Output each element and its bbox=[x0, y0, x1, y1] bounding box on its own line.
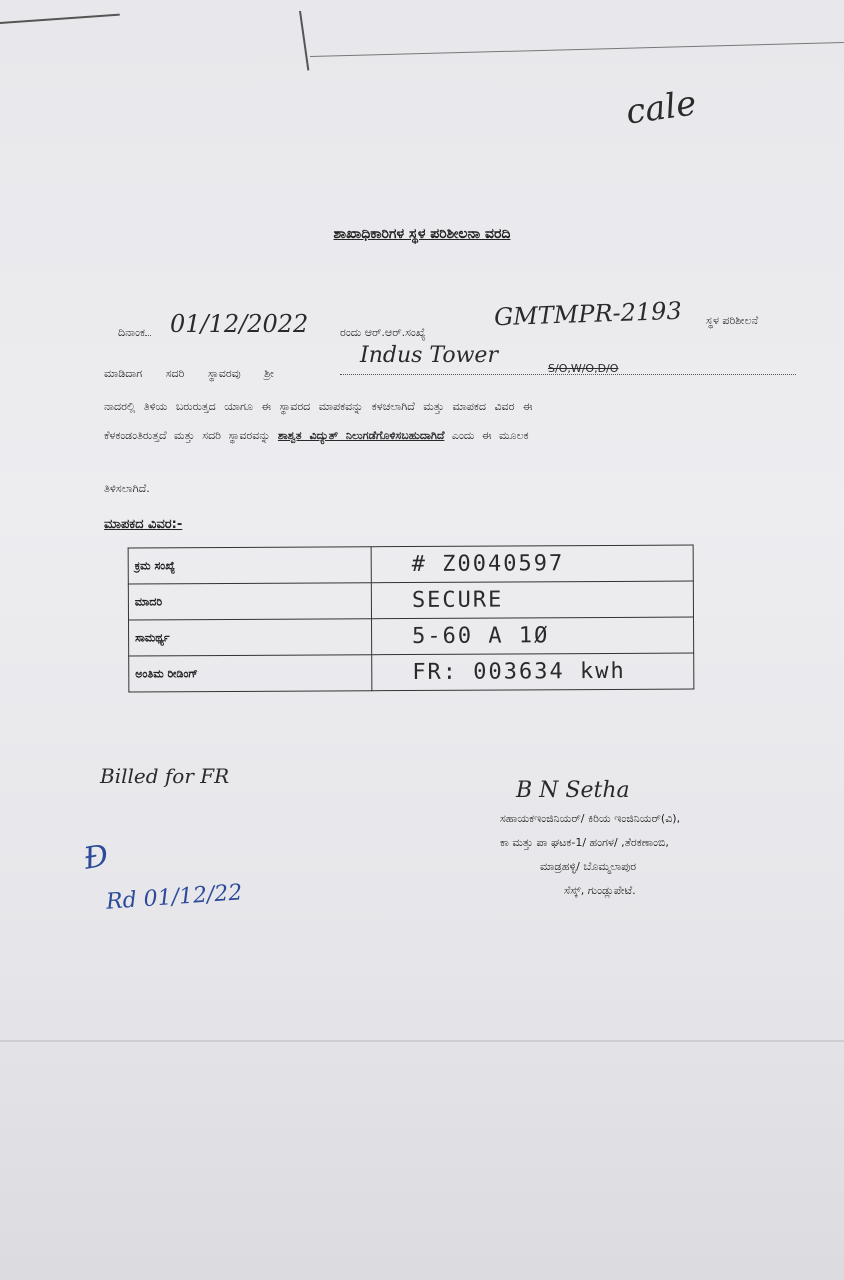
line-4-prefix: ಕೆಳಕಂಡಂತಿರುತ್ತದೆ ಮತ್ತು ಸದರಿ ಸ್ಥಾವರವನ್ನು bbox=[104, 429, 271, 442]
handwritten-note: cale bbox=[623, 83, 699, 133]
capacity-label: ಸಾಮರ್ಥ್ಯ bbox=[129, 619, 372, 656]
meter-details-table bbox=[128, 545, 695, 693]
fold-line bbox=[299, 11, 309, 71]
paper-crease bbox=[0, 1040, 844, 1042]
meter-heading: ಮಾಪಕದ ವಿವರ:- bbox=[104, 517, 183, 532]
serial-number-value: # Z0040597 bbox=[371, 545, 693, 583]
capacity-value: 5-60 A 1Ø bbox=[372, 617, 694, 655]
relation-label: S/O,W/O,D/O bbox=[548, 362, 619, 375]
table-row bbox=[128, 545, 693, 584]
owner-name-value: Indus Tower bbox=[360, 343, 498, 368]
inspection-label: ಸ್ಥಳ ಪರಿಶೀಲನೆ bbox=[706, 314, 759, 327]
table-row bbox=[128, 581, 693, 620]
final-reading-label: ಅಂತಿಮ ರೀಡಿಂಗ್ bbox=[129, 655, 372, 692]
final-reading-value: FR: 003634 kwh bbox=[372, 653, 694, 691]
date-value: 01/12/2022 bbox=[170, 310, 309, 338]
top-line bbox=[310, 42, 844, 57]
table-row bbox=[129, 617, 694, 656]
line-2-text: ಮಾಡಿದಾಗ ಸದರಿ ಸ್ಥಾವರವು ಶ್ರೀ bbox=[104, 367, 274, 380]
table-row bbox=[129, 653, 694, 692]
designation-line-2: ಕಾ ಮತ್ತು ಪಾ ಘಟಕ-1/ ಹಂಗಳ/ ,ತೆರಕಣಾಂಬಿ, bbox=[500, 836, 669, 849]
designation-line-4: ಸೆಸ್ಕ್, ಗುಂಡ್ಲುಪೇಟೆ. bbox=[564, 884, 636, 897]
page-title: ಶಾಖಾಧಿಕಾರಿಗಳ ಸ್ಥಳ ಪರಿಶೀಲನಾ ವರದಿ bbox=[333, 226, 511, 242]
model-label: ಮಾದರಿ bbox=[128, 583, 371, 620]
owner-dotted-line bbox=[340, 374, 796, 375]
billed-note: Billed for FR bbox=[100, 764, 230, 788]
designation-line-3: ಮಾಡ್ರಹಳ್ಳಿ/ ಬೊಮ್ಮಲಾಪುರ bbox=[540, 860, 637, 873]
designation-line-1: ಸಹಾಯಕಇಂಜಿನಿಯರ್/ ಕಿರಿಯ ಇಂಜಿನಿಯರ್(ವಿ), bbox=[500, 812, 681, 825]
date-label: ದಿನಾಂಕ bbox=[118, 326, 145, 339]
officer-signature: B N Setha bbox=[516, 778, 630, 803]
disconnection-statement: ಶಾಶ್ವತ ವಿದ್ಯುತ್ ನಿಲುಗಡೆಗೊಳಿಸಬಹುದಾಗಿದೆ bbox=[277, 429, 445, 442]
date-line bbox=[118, 326, 151, 340]
serial-number-label: ಕ್ರಮ ಸಂಖ್ಯೆ bbox=[128, 547, 371, 584]
line-5-text: ತಿಳಿಸಲಾಗಿದೆ. bbox=[104, 482, 150, 495]
rr-label: ರಂದು ಆರ್.ಆರ್.ಸಂಖ್ಯೆ bbox=[340, 326, 426, 339]
line-3-text: ನಾದರಲ್ಲಿ ತಿಳಿಯ ಬರುರುತ್ತದ ಯಾಗೂ ಈ ಸ್ಥಾವರದ ಮಾಪಕವನ್ನು ಕಳಚಲಾಗಿದೆ ಮತ್ತು ಮಾಪಕದ ವಿವರ ಈ bbox=[104, 400, 533, 413]
line-4-text bbox=[104, 429, 529, 443]
received-note: Rd 01/12/22 bbox=[105, 880, 244, 915]
initials-mark: Ð bbox=[81, 838, 112, 877]
model-value: SECURE bbox=[371, 581, 693, 619]
line-4-suffix: ಎಂದು ಈ ಮೂಲಕ bbox=[451, 429, 529, 442]
edge-line bbox=[0, 14, 120, 24]
rr-number-value: GMTMPR-2193 bbox=[493, 296, 683, 332]
